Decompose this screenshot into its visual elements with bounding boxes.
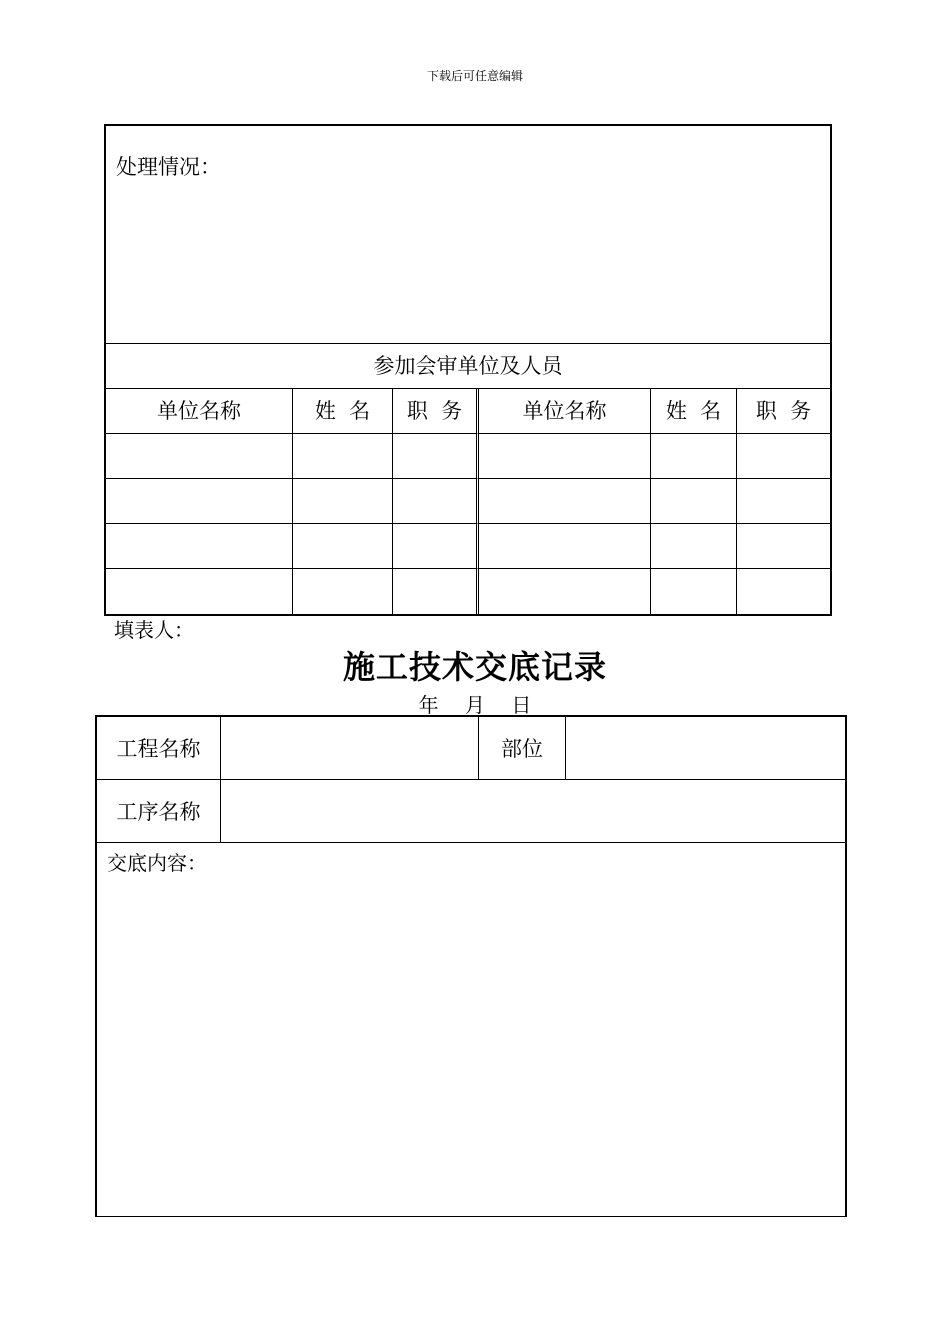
table-cell[interactable]: [393, 479, 479, 524]
participants-grid: [106, 389, 830, 614]
process-name-field[interactable]: [221, 780, 845, 842]
project-name-label: 工程名称: [97, 717, 221, 779]
table-cell[interactable]: [106, 569, 293, 614]
location-field[interactable]: [566, 717, 845, 779]
date-month: 月: [465, 693, 485, 717]
filler-label: 填表人：: [114, 618, 194, 642]
table-cell[interactable]: [106, 479, 293, 524]
table-cell[interactable]: [393, 524, 479, 569]
table-cell[interactable]: [293, 569, 393, 614]
project-name-field[interactable]: [221, 717, 479, 779]
table-cell[interactable]: [293, 524, 393, 569]
date-day: 日: [511, 693, 532, 717]
table-cell[interactable]: [651, 479, 737, 524]
table-cell[interactable]: [737, 524, 830, 569]
table-cell[interactable]: [651, 569, 737, 614]
table-cell[interactable]: [737, 434, 830, 479]
disclosure-table: [95, 715, 847, 1217]
table-cell[interactable]: [106, 434, 293, 479]
process-section[interactable]: [106, 126, 830, 344]
table-cell[interactable]: [393, 434, 479, 479]
location-label: 部位: [479, 717, 566, 779]
table-cell[interactable]: [737, 569, 830, 614]
document-title: 施工技术交底记录: [342, 648, 607, 686]
table-cell[interactable]: [393, 569, 479, 614]
date-year: 年: [418, 693, 439, 717]
table-cell[interactable]: [737, 479, 830, 524]
project-row: [97, 717, 845, 780]
review-table: [104, 124, 832, 616]
col-header-name-2: 姓 名: [651, 389, 737, 434]
table-cell[interactable]: [293, 479, 393, 524]
col-header-position-2: 职 务: [737, 389, 830, 434]
process-name-row: [97, 780, 845, 843]
col-header-unit-name-2: 单位名称: [479, 389, 651, 434]
disclosure-content-area[interactable]: [97, 843, 845, 1215]
table-cell[interactable]: [651, 434, 737, 479]
table-cell[interactable]: [479, 434, 651, 479]
table-cell[interactable]: [293, 434, 393, 479]
col-header-unit-name: 单位名称: [106, 389, 293, 434]
table-cell[interactable]: [479, 524, 651, 569]
process-name-label: 工序名称: [97, 780, 221, 842]
header-note: 下载后可任意编辑: [426, 69, 523, 83]
participants-title: 参加会审单位及人员: [106, 344, 830, 389]
col-header-name: 姓 名: [293, 389, 393, 434]
table-cell[interactable]: [106, 524, 293, 569]
table-cell[interactable]: [651, 524, 737, 569]
disclosure-content-label: 交底内容：: [107, 851, 207, 875]
table-cell[interactable]: [479, 569, 651, 614]
col-header-position: 职 务: [393, 389, 479, 434]
date-row: [0, 689, 950, 718]
process-label: 处理情况：: [116, 155, 221, 179]
table-cell[interactable]: [479, 479, 651, 524]
